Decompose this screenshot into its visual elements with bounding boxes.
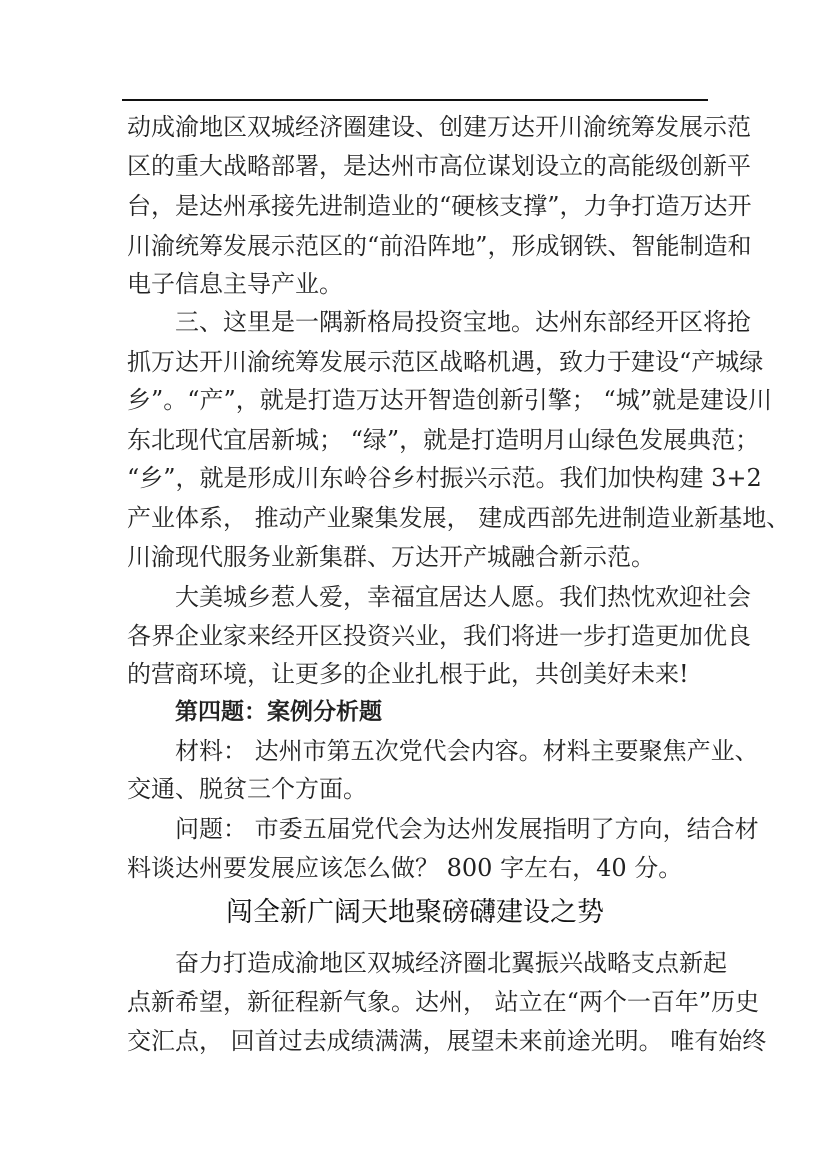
text-line: 乡”。“产”，就是打造万达开智造创新引擎； “城”就是建设川 xyxy=(127,386,772,414)
text-line: 的营商环境，让更多的企业扎根于此，共创美好未来! xyxy=(127,660,689,688)
text-line: 川渝现代服务业新集群、万达开产城融合新示范。 xyxy=(127,543,655,571)
text-line: 东北现代宜居新城； “绿”，就是打造明月山绿色发展典范； xyxy=(127,426,760,454)
essay-title: 闯全新广阔天地聚磅礴建设之势 xyxy=(226,897,604,928)
text-line: 抓万达开川渝统筹发展示范区战略机遇，致力于建设“产城绿 xyxy=(127,348,764,376)
text-line: 奋力打造成渝地区双城经济圈北翼振兴战略支点新起 xyxy=(175,949,727,977)
text-line: 电子信息主导产业。 xyxy=(127,270,343,298)
text-line: “乡”，就是形成川东岭谷乡村振兴示范。我们加快构建 3+2 xyxy=(127,464,762,492)
text-line: 交汇点， 回首过去成绩满满，展望未来前途光明。 唯有始终 xyxy=(127,1027,767,1055)
text-line: 区的重大战略部署，是达州市高位谋划设立的高能级创新平 xyxy=(127,152,751,180)
text-line: 大美城乡惹人爱，幸福宜居达人愿。我们热忱欢迎社会 xyxy=(175,583,751,611)
text-line: 问题： 市委五届党代会为达州发展指明了方向，结合材 xyxy=(175,815,759,843)
text-line: 料谈达州要发展应该怎么做？ 800 字左右，40 分。 xyxy=(127,854,683,882)
text-line: 点新希望，新征程新气象。达州， 站立在“两个一百年”历史 xyxy=(127,988,760,1016)
text-line: 川渝统筹发展示范区的“前沿阵地”，形成钢铁、智能制造和 xyxy=(127,232,752,260)
text-line: 产业体系， 推动产业聚集发展， 建成西部先进制造业新基地、 xyxy=(127,504,791,532)
text-line: 动成渝地区双城经济圈建设、创建万达开川渝统筹发展示范 xyxy=(127,113,751,141)
text-line: 材料： 达州市第五次党代会内容。材料主要聚焦产业、 xyxy=(175,737,759,765)
text-line: 台，是达州承接先进制造业的“硬核支撑”，力争打造万达开 xyxy=(127,192,752,220)
question-heading: 第四题：案例分析题 xyxy=(175,699,382,725)
text-line: 三、这里是一隅新格局投资宝地。达州东部经开区将抢 xyxy=(175,308,751,336)
text-line: 交通、脱贫三个方面。 xyxy=(127,775,367,803)
text-line: 各界企业家来经开区投资兴业，我们将进一步打造更加优良 xyxy=(127,622,751,650)
header-rule xyxy=(122,99,708,101)
